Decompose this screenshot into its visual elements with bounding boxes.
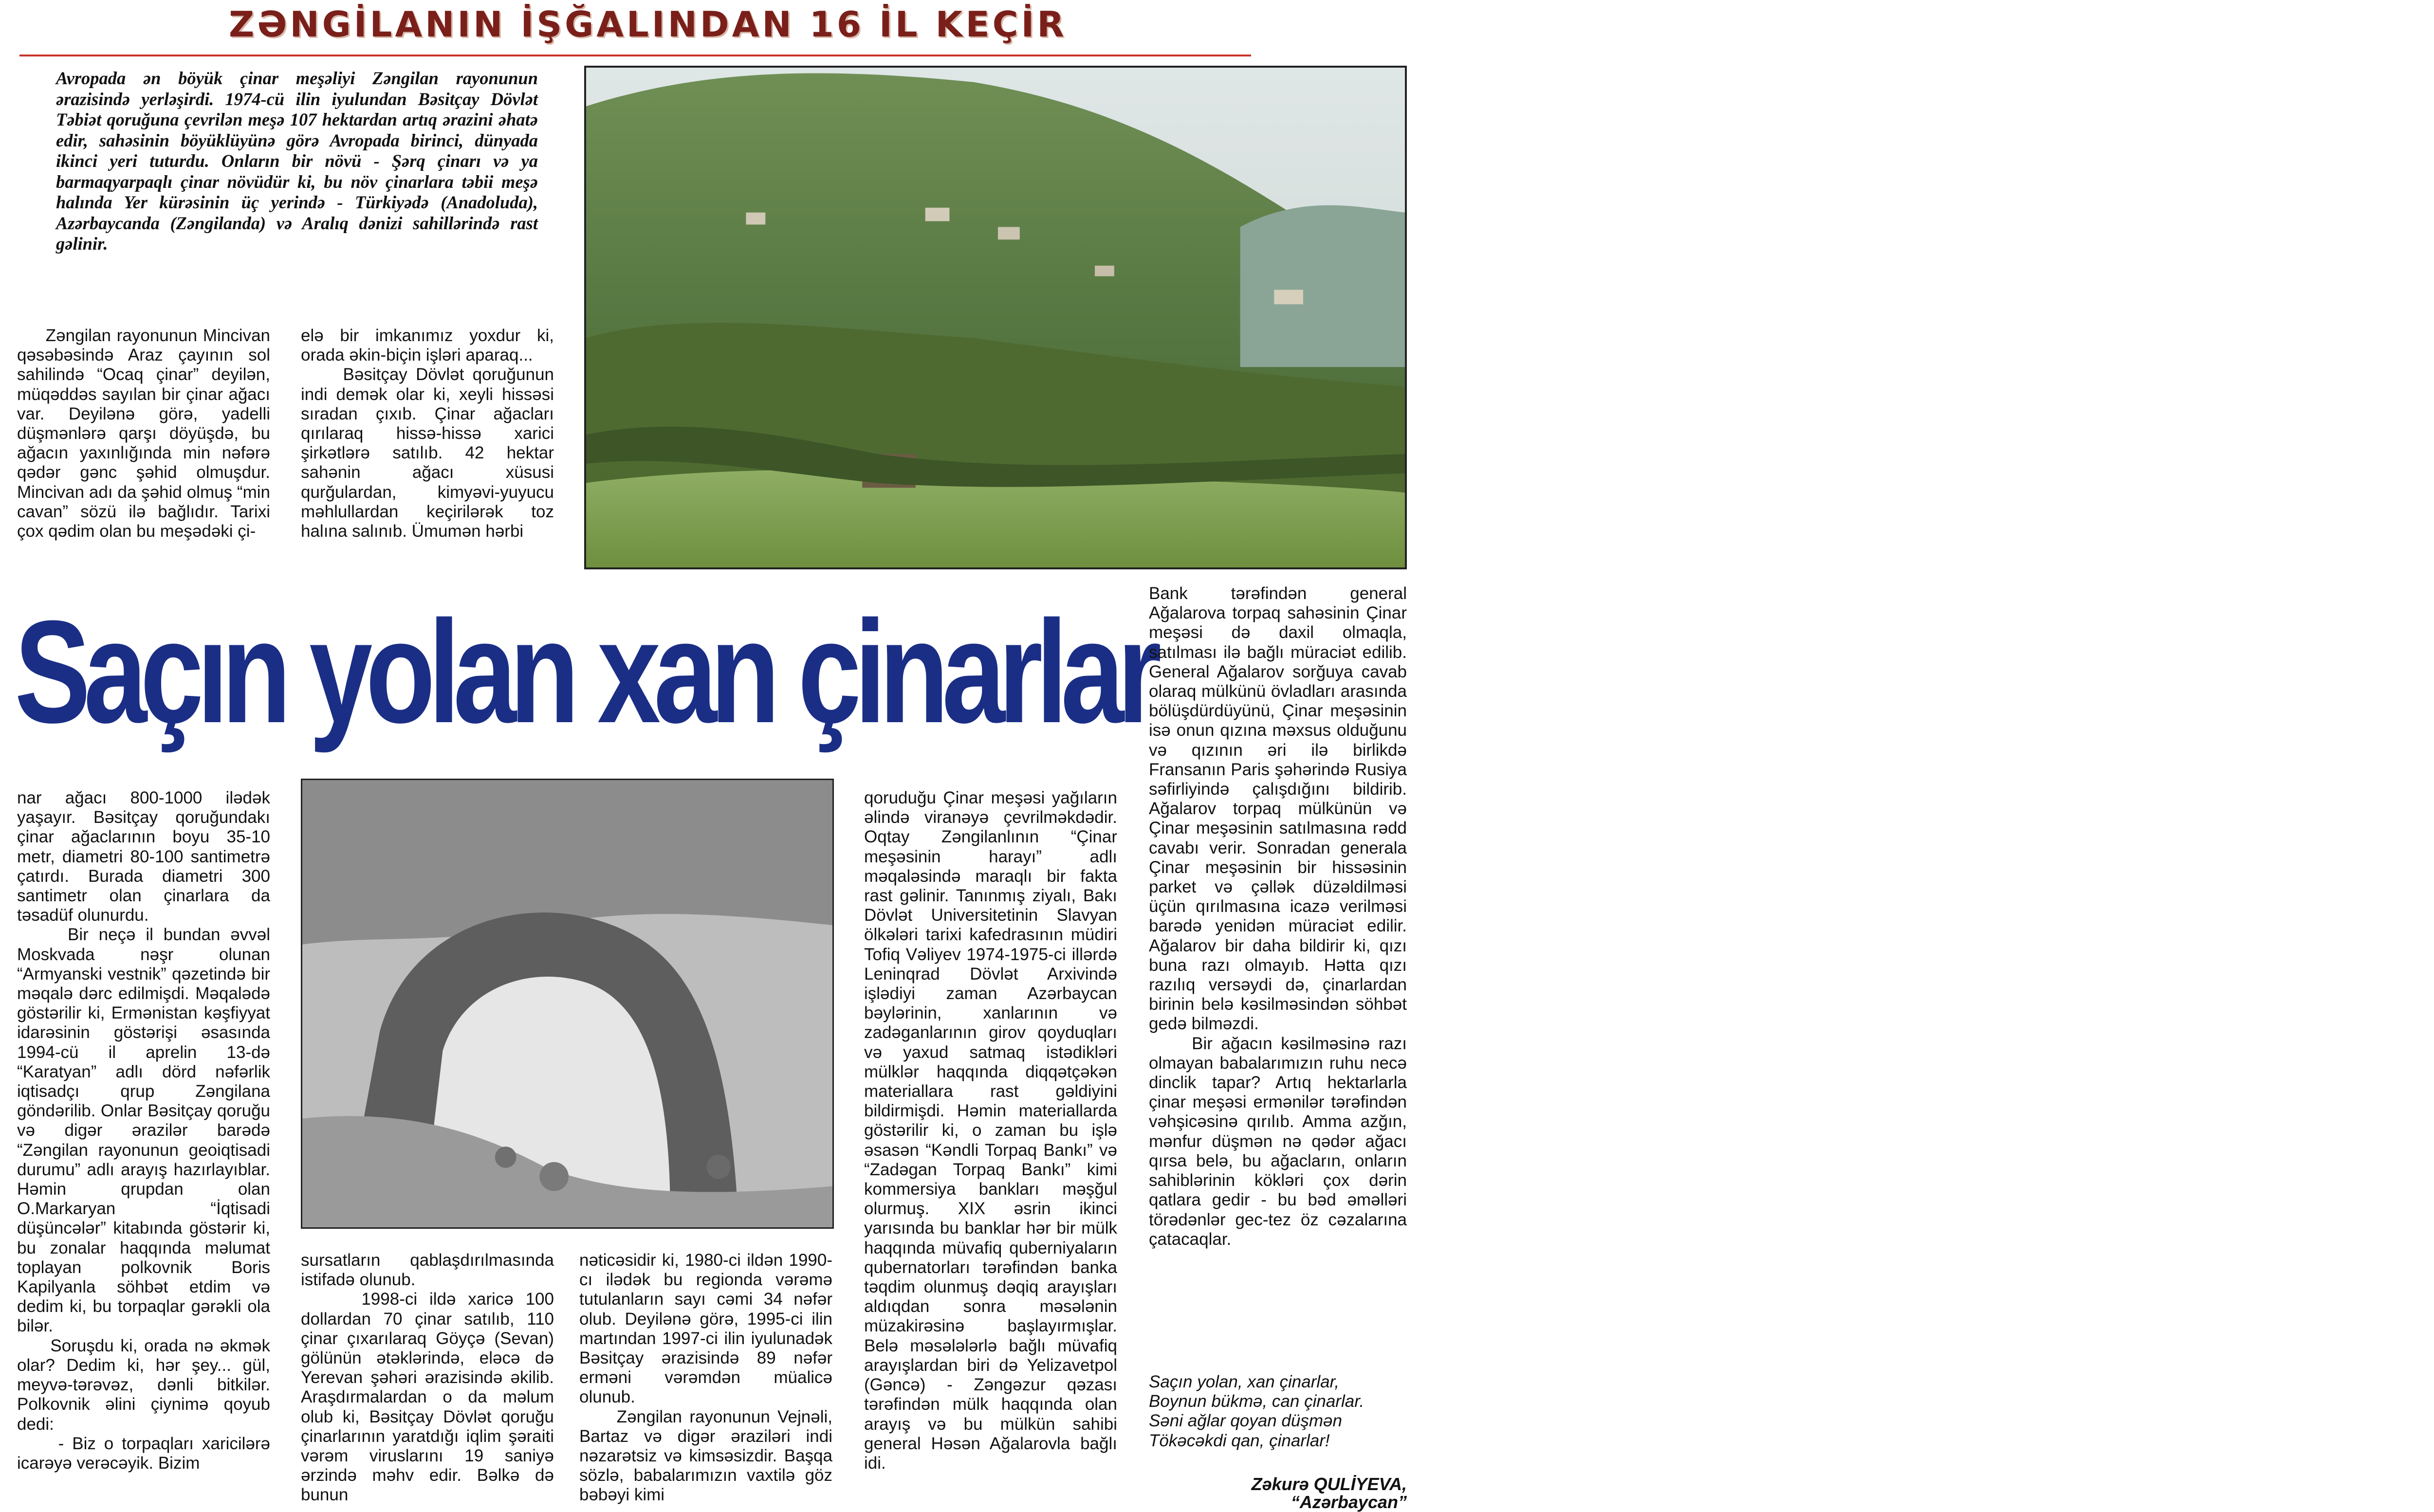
author-name: Zəkurə QULİYEVA, [1251, 1474, 1407, 1494]
article-column: qoruduğu Çinar meşəsi yağıların əlində viranəyə çevrilməkdədir. Oqtay Zəngilanlının “Çinar meşəsinin harayı” adlı məqaləsində maraqlı bir fakta rast gəlinir. Tanınmış ziyalı, Bakı Dövlət Universitetinin Slavyan ölkələri tarixi kafedrasının müdiri Tofiq Vəliyev 1974-1975-ci illərdə Leninqrad Dövlət Arxivində işlədiyi zaman Azərbaycan bəylərinin, xanlarının və zadəganlarının girov qoyduqları və yaxud satmaq istədikləri mülklər haqqında diqqətçəkən materiallara rast gəldiyini bildirmişdi. Həmin materiallarda göstərilir ki, o zaman bu işlə əsasən “Kəndli Torpaq Bankı” və “Zadəgan Torpaq Bankı” kimi kommersiya bankları məşğul olurmuş. XIX əsrin ikinci yarısında bu banklar hər bir mülk haqqında müvafiq quberniyaların qubernatorları tərəfindən banka təqdim olunmuş dəqiq arayışları aldıqdan sonra məsələnin müzakirəsinə başlayırmışlar. Belə məsələlərlə bağlı müvafiq arayışlardan biri də Yelizavetpol (Gəncə) - Zəngəzur qəzası tərəfindən mülk haqqında olan arayış və bu mülkün sahibi general Həsən Ağalarovla bağlı idi. [864, 788, 1122, 1473]
article-column: nar ağacı 800-1000 ilədək yaşayır. Bəsitçay qoruğundakı çinar ağaclarının boyu 35-10 metr, diametri 80-100 santimetrə çatırdı. Burada diametri 300 santimetr olan çinarlara da təsadüf olunurdu. Bir neçə il bundan əvvəl Moskvada nəşr olunan “Armyanski vestnik” qəzetində bir məqalə dərc edilmişdi. Məqalədə göstərilir ki, Ermənistan kəşfiyyat idarəsinin göstərişi əsasında 1994-cü il aprelin 13-də “Karatyan” adlı dörd nəfərlik iqtisadçı qrup Zəngilana göndərilib. Onlar Bəsitçay qoruğu və digər ərazilər barədə “Zəngilan rayonunun geoiqtisadi durumu” adlı arayış hazırlayıblar. Həmin qrupdan olan O.Markaryan “İqtisadi düşüncələr” kitabında göstərir ki, bu zonalar haqqında məlumat toplayan polkovnik Boris Kapilyanla söhbət etdim və dedim ki, bu torpaqlar gərəkli ola bilər. Soruşdu ki, orada nə əkmək olar? Dedim ki, hər şey... gül, meyvə-tərəvəz, dənli bitkilər. Polkovnik əlini çiynimə qoyub dedi: - Biz o torpaqları xaricilərə icarəyə verəcəyik. Bizim [17, 788, 270, 1473]
lead-paragraph: Avropada ən böyük çinar meşəliyi Zəngilan rayonunun ərazisində yerləşirdi. 1974-cü ilin iyulundan Bəsitçay Dövlət Təbiət qoruğuna çevrilən meşə 107 hektardan artıq ərazini əhatə edir, sahəsinin böyüklüyünə görə Avropada birinci, dünyada ikinci yeri tuturdu. Onların bir növü - Şərq çinarı və ya barmaqyarpaqlı çinar növüdür ki, bu növ çinarlara təbii meşə halında Yer kürəsinin üç yerində - Türkiyədə (Anadoluda), Azərbaycanda (Zəngilanda) və Aralıq dənizi sahillərində rast gəlinir. [56, 68, 538, 254]
article-column: elə bir imkanımız yoxdur ki, orada əkin-biçin işləri aparaq... Bəsitçay Dövlət qoruğunun indi demək olar ki, xeyli hissəsi sıradan çıxıb. Çinar ağacları qırılaraq hissə-hissə xarici şirkətlərə satılıb. 42 hektar sahənin ağacı xüsusi qurğulardan, kimyəvi-yuyucu məhlullardan keçirilərək toz halına salınıb. Ümumən hərbi [301, 326, 554, 541]
stone-bridge-photo [301, 779, 834, 1229]
article-column: sursatların qablaşdırılmasında istifadə olunub. 1998-ci ildə xaricə 100 dollardan 70 çinar satılıb, 110 çinar çıxarılaraq Göyçə (Sevan) gölünün ətəklərində, eləcə də Yerevan şəhəri ərazisində əkilib. Araşdırmalardan o da məlum olub ki, Bəsitçay Dövlət qoruğu çinarlarının yaratdığı iqlim şəraiti vərəm viruslarını 19 saniyə ərzində məhv edir. Bəlkə də bunun [301, 1251, 554, 1505]
article-column: Zəngilan rayonunun Mincivan qəsəbəsində Araz çayının sol sahilində “Ocaq çinar” deyilən, müqəddəs sayılan bir çinar ağacı var. Deyilənə görə, yadelli düşmənlərə qarşı döyüşdə, bu ağacın yaxınlığında min nəfərə qədər gənc şəhid olmuşdur. Mincivan adı da şəhid olmuş “min cavan” sözü ilə bağlıdır. Tarixi çox qədim olan bu meşədəki çi- [17, 326, 275, 541]
article-headline: Saçın yolan xan çinarlar [15, 590, 1155, 753]
article-column: Bank tərəfindən general Ağalarova torpaq sahəsinin Çinar meşəsi də daxil olmaqla, satılması ilə bağlı müraciət edilib. General Ağalarov sorğuya cavab olaraq mülkünü övladları arasında bölüşdürdüyünü, Çinar meşəsinin isə onun qızına məxsus olduğunu və qızının əri ilə birlikdə Fransanın Paris şəhərində Rusiya səfirliyində çalışdığını bildirib. Ağalarov torpaq mülkünün və Çinar meşəsinin satılmasına rədd cavabı verir. Sonradan generala Çinar meşəsinin bir hissəsinin parket və çəllək düzəldilməsi üçün qırılmasına icazə verilməsi barədə yenidən müraciət edilir. Ağalarov bir daha bildirir ki, qızı buna razı olmayıb. Hətta qızı razılıq versəydi də, çinarlardan birinin belə kəsilməsindən söhbət gedə bilməzdi. Bir ağacın kəsilməsinə razı olmayan babalarımızın ruhu necə dinclik tapar? Artıq hektarlarla çinar meşəsi ermənilər tərəfindən vəhşicəsinə qırılıb. Amma azğın, mənfur düşmən nə qədər ağacı qırsa belə, bu ağacların, onların sahiblərinin kökləri çox dərin qatlara gedir - bu bəd əməlləri törədənlər gec-tez öz cəzalarına çatacaqlar. [1149, 584, 1407, 1249]
source-newspaper: “Azərbaycan” [1291, 1492, 1407, 1512]
forest-photo [584, 66, 1407, 569]
article-column: nəticəsidir ki, 1980-ci ildən 1990-cı ilədək bu regionda vərəmə tutulanların sayı cəmi 34 nəfər olub. Deyilənə görə, 1995-ci ilin martından 1997-ci ilin iyulunadək Bəsitçay ərazisində 89 nəfər erməni vərəmdən müalicə olunub. Zəngilan rayonunun Vejnəli, Bartaz və digər əraziləri indi nəzarətsiz və kimsəsizdir. Başqa sözlə, babalarımızın vaxtilə göz bəbəyi kimi [579, 1251, 833, 1505]
poem: Saçın yolan, xan çinarlar, Boynun bükmə, can çinarlar. Səni ağlar qoyan düşmən Tökəcəkdi qan, çinarlar! [1149, 1372, 1365, 1450]
kicker-rule [19, 55, 1251, 56]
kicker-title: ZƏNGİLANIN İŞĞALINDAN 16 İL KEÇİR [229, 4, 1067, 45]
